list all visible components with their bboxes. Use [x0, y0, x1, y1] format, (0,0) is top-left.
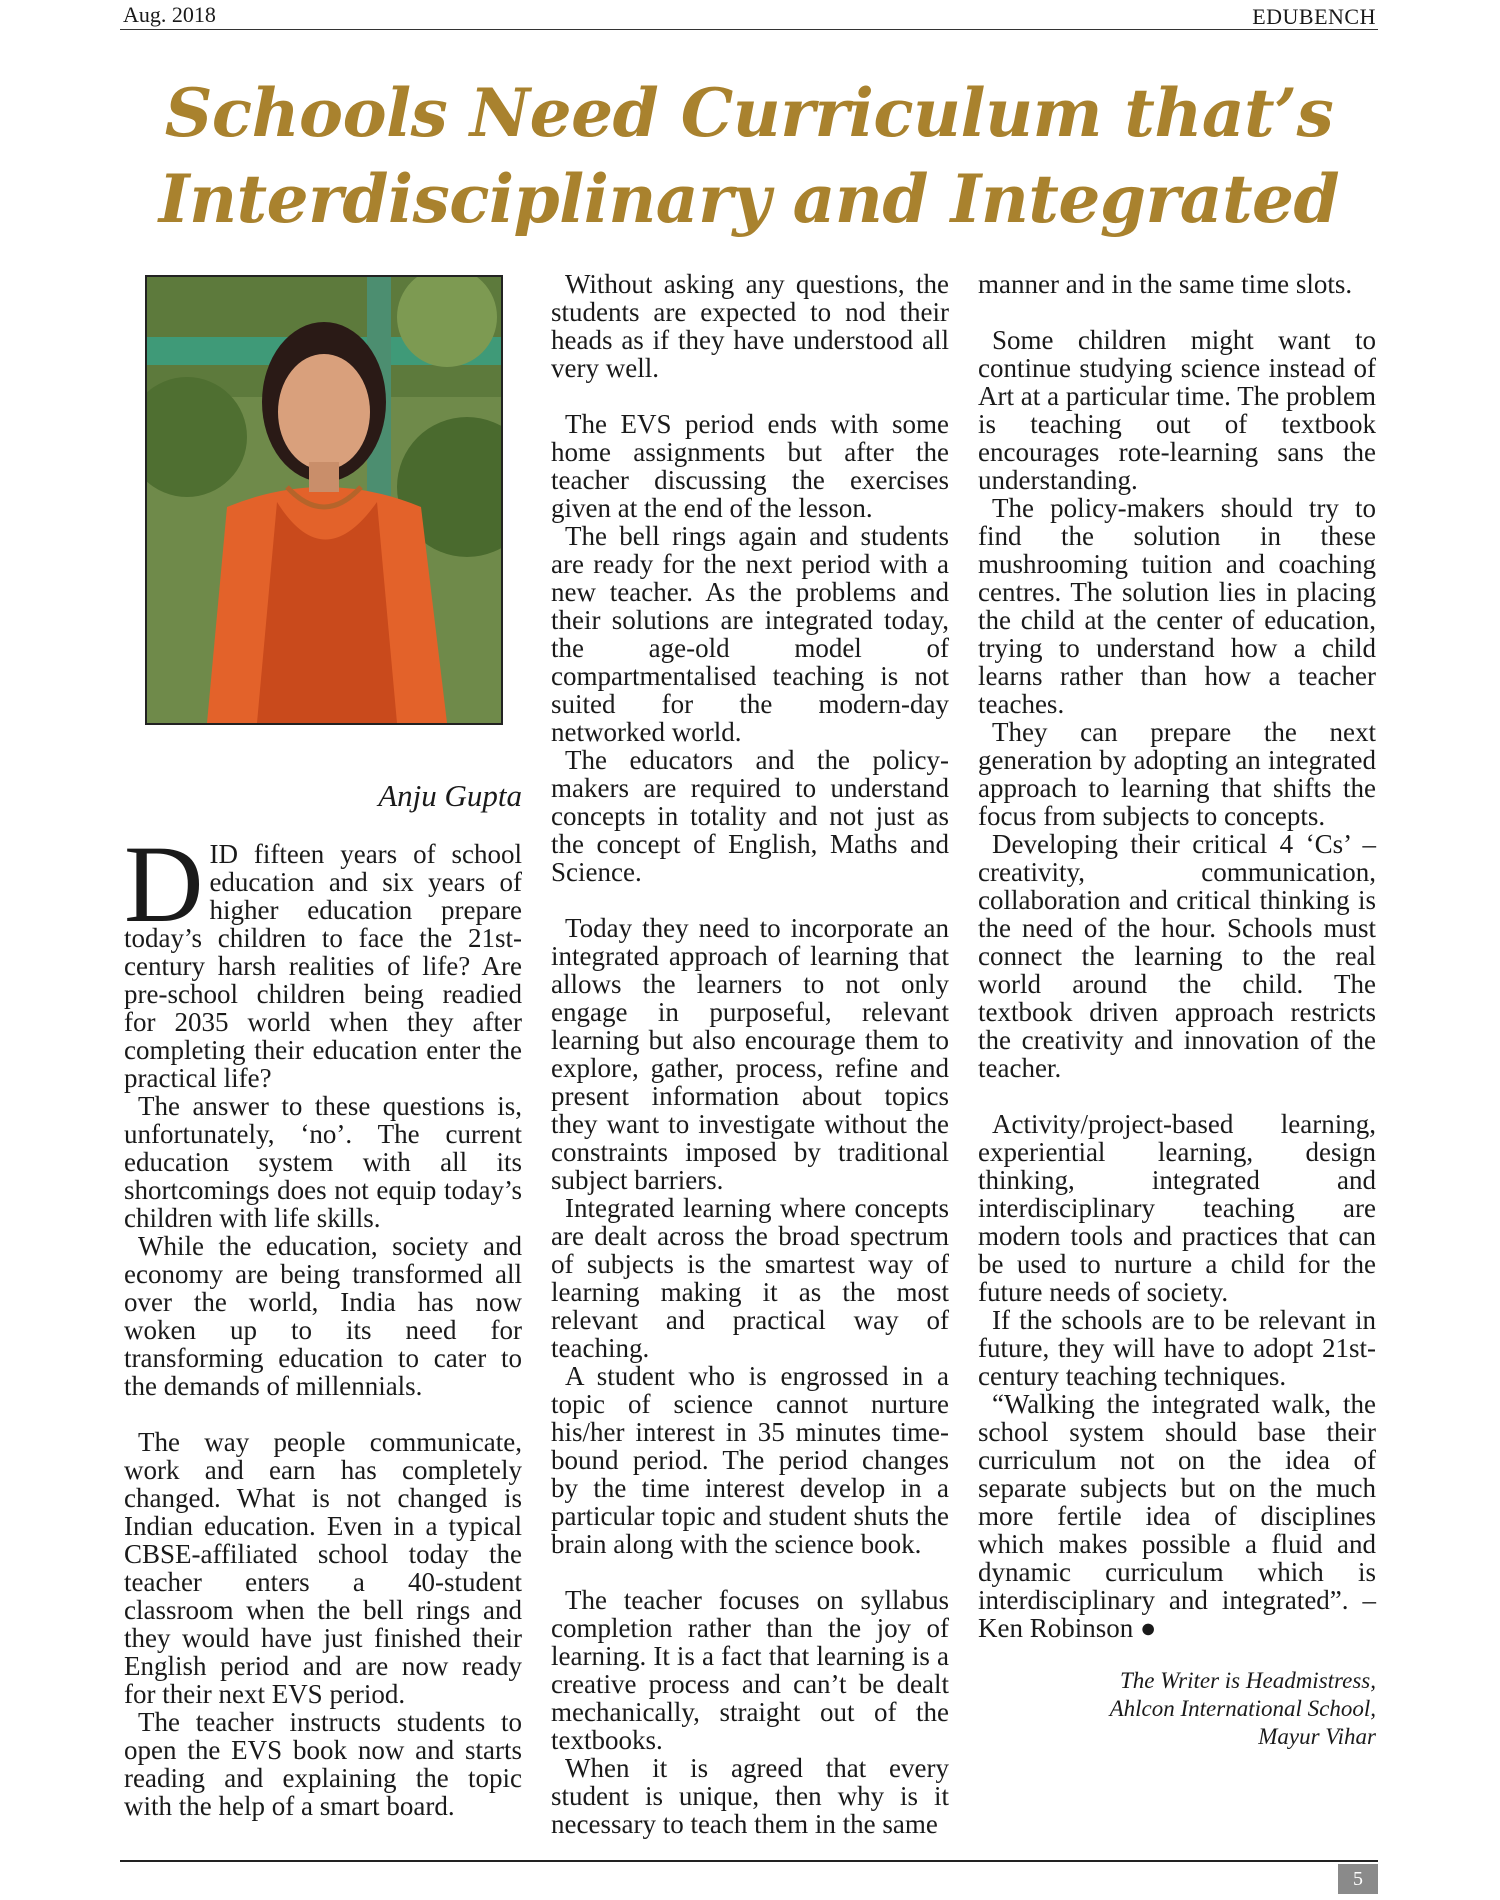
credit-line: Ahlcon International School, — [1109, 1696, 1376, 1721]
drop-cap: D — [124, 823, 204, 945]
paragraph: They can prepare the next generation by adopting an integrated approach to learning that shifts the focus from subjects to concepts. — [978, 717, 1376, 831]
paragraph: The EVS period ends with some home assignments but after the teacher discussing the exercises given at the end of the lesson. — [551, 409, 949, 523]
header-rule — [120, 29, 1378, 30]
credit-line: Mayur Vihar — [1258, 1724, 1376, 1749]
title-line-2: Interdisciplinary and Integrated — [158, 160, 1340, 238]
paragraph: If the schools are to be relevant in future, they will have to adopt 21st-century teaching techniques. — [978, 1305, 1376, 1391]
paragraph: Without asking any questions, the students are expected to nod their heads as if they have understood all very well. — [551, 269, 949, 383]
paragraph: “Walking the integrated walk, the school system should base their curriculum not on the idea of separate subjects but on the much more fertile idea of disciplines which makes possible a fluid and dynamic curriculum which is interdisciplinary and integrated”. – Ken Robinson ● — [978, 1389, 1376, 1643]
article-column-1 — [124, 823, 522, 1821]
paragraph: Activity/project-based learning, experiential learning, design thinking, integrated and interdisciplinary teaching are modern tools and practices that can be used to nurture a child for the future needs of society. — [978, 1109, 1376, 1307]
paragraph: The answer to these questions is, unfortunately, ‘no’. The current education system with all its shortcomings does not equip today’s children with life skills. — [124, 1091, 522, 1233]
paragraph: A student who is engrossed in a topic of science cannot nurture his/her interest in 35 minutes time-bound period. The period changes by the time interest develop in a particular topic and student shuts the brain along with the science book. — [551, 1361, 949, 1559]
footer-rule — [120, 1860, 1378, 1862]
paragraph: The way people communicate, work and earn has completely changed. What is not changed is Indian education. Even in a typical CBSE-affiliated school today the teacher enters a 40-student classroom when the bell rings and they would have just finished their English period and are now ready for their next EVS period. — [124, 1427, 522, 1709]
author-name: Anju Gupta — [378, 778, 522, 813]
title-line-1: Schools Need Curriculum that’s — [164, 74, 1334, 152]
paragraph: The educators and the policy-makers are required to understand concepts in totality and not just as the concept of English, Maths and Science. — [551, 745, 949, 887]
paragraph: When it is agreed that every student is unique, then why is it necessary to teach them in the same — [551, 1753, 949, 1839]
article-column-3 — [978, 270, 1376, 1642]
header-date: Aug. 2018 — [123, 2, 216, 27]
article-title — [120, 70, 1378, 242]
paragraph: The teacher focuses on syllabus completion rather than the joy of learning. It is a fact that learning is a creative process and can’t be dealt mechanically, straight out of the textbooks. — [551, 1585, 949, 1755]
paragraph: The teacher instructs students to open the EVS book now and starts reading and explaining the topic with the help of a smart board. — [124, 1707, 522, 1821]
page-number: 5 — [1338, 1864, 1378, 1894]
writer-credit — [978, 1667, 1376, 1751]
paragraph: Some children might want to continue studying science instead of Art at a particular time. The problem is teaching out of textbook encourages rote-learning sans the understanding. — [978, 325, 1376, 495]
paragraph: The bell rings again and students are ready for the next period with a new teacher. As the problems and their solutions are integrated today, the age-old model of compartmentalised teaching is not suited for the modern-day networked world. — [551, 521, 949, 747]
paragraph: Today they need to incorporate an integrated approach of learning that allows the learners to not only engage in purposeful, relevant learning but also encourage them to explore, gather, process, refine and present information about topics they want to investigate without the constraints imposed by traditional subject barriers. — [551, 913, 949, 1195]
paragraph: Integrated learning where concepts are dealt across the broad spectrum of subjects is the smartest way of learning making it as the most relevant and practical way of teaching. — [551, 1193, 949, 1363]
paragraph: The policy-makers should try to find the solution in these mushrooming tuition and coaching centres. The solution lies in placing the child at the center of education, trying to understand how a child learns rather than how a teacher teaches. — [978, 493, 1376, 719]
paragraph: DID fifteen years of school education and six years of higher education prepare today’s children to face the 21st-century harsh realities of life? Are pre-school children being readied for 2035 world when they after completing their education enter the practical life? — [124, 823, 522, 1093]
paragraph: manner and in the same time slots. — [978, 269, 1353, 299]
author-photo — [145, 275, 503, 725]
publication-name: EDUBENCH — [1252, 4, 1376, 29]
credit-line: The Writer is Headmistress, — [1120, 1668, 1376, 1693]
paragraph: Developing their critical 4 ‘Cs’ – creativity, communication, collaboration and critical thinking is the need of the hour. Schools must connect the learning to the real world around the child. The textbook driven approach restricts the creativity and innovation of the teacher. — [978, 829, 1376, 1083]
paragraph: While the education, society and economy are being transformed all over the world, India has now woken up to its need for transforming education to cater to the demands of millennials. — [124, 1231, 522, 1401]
article-column-2 — [551, 270, 949, 1838]
